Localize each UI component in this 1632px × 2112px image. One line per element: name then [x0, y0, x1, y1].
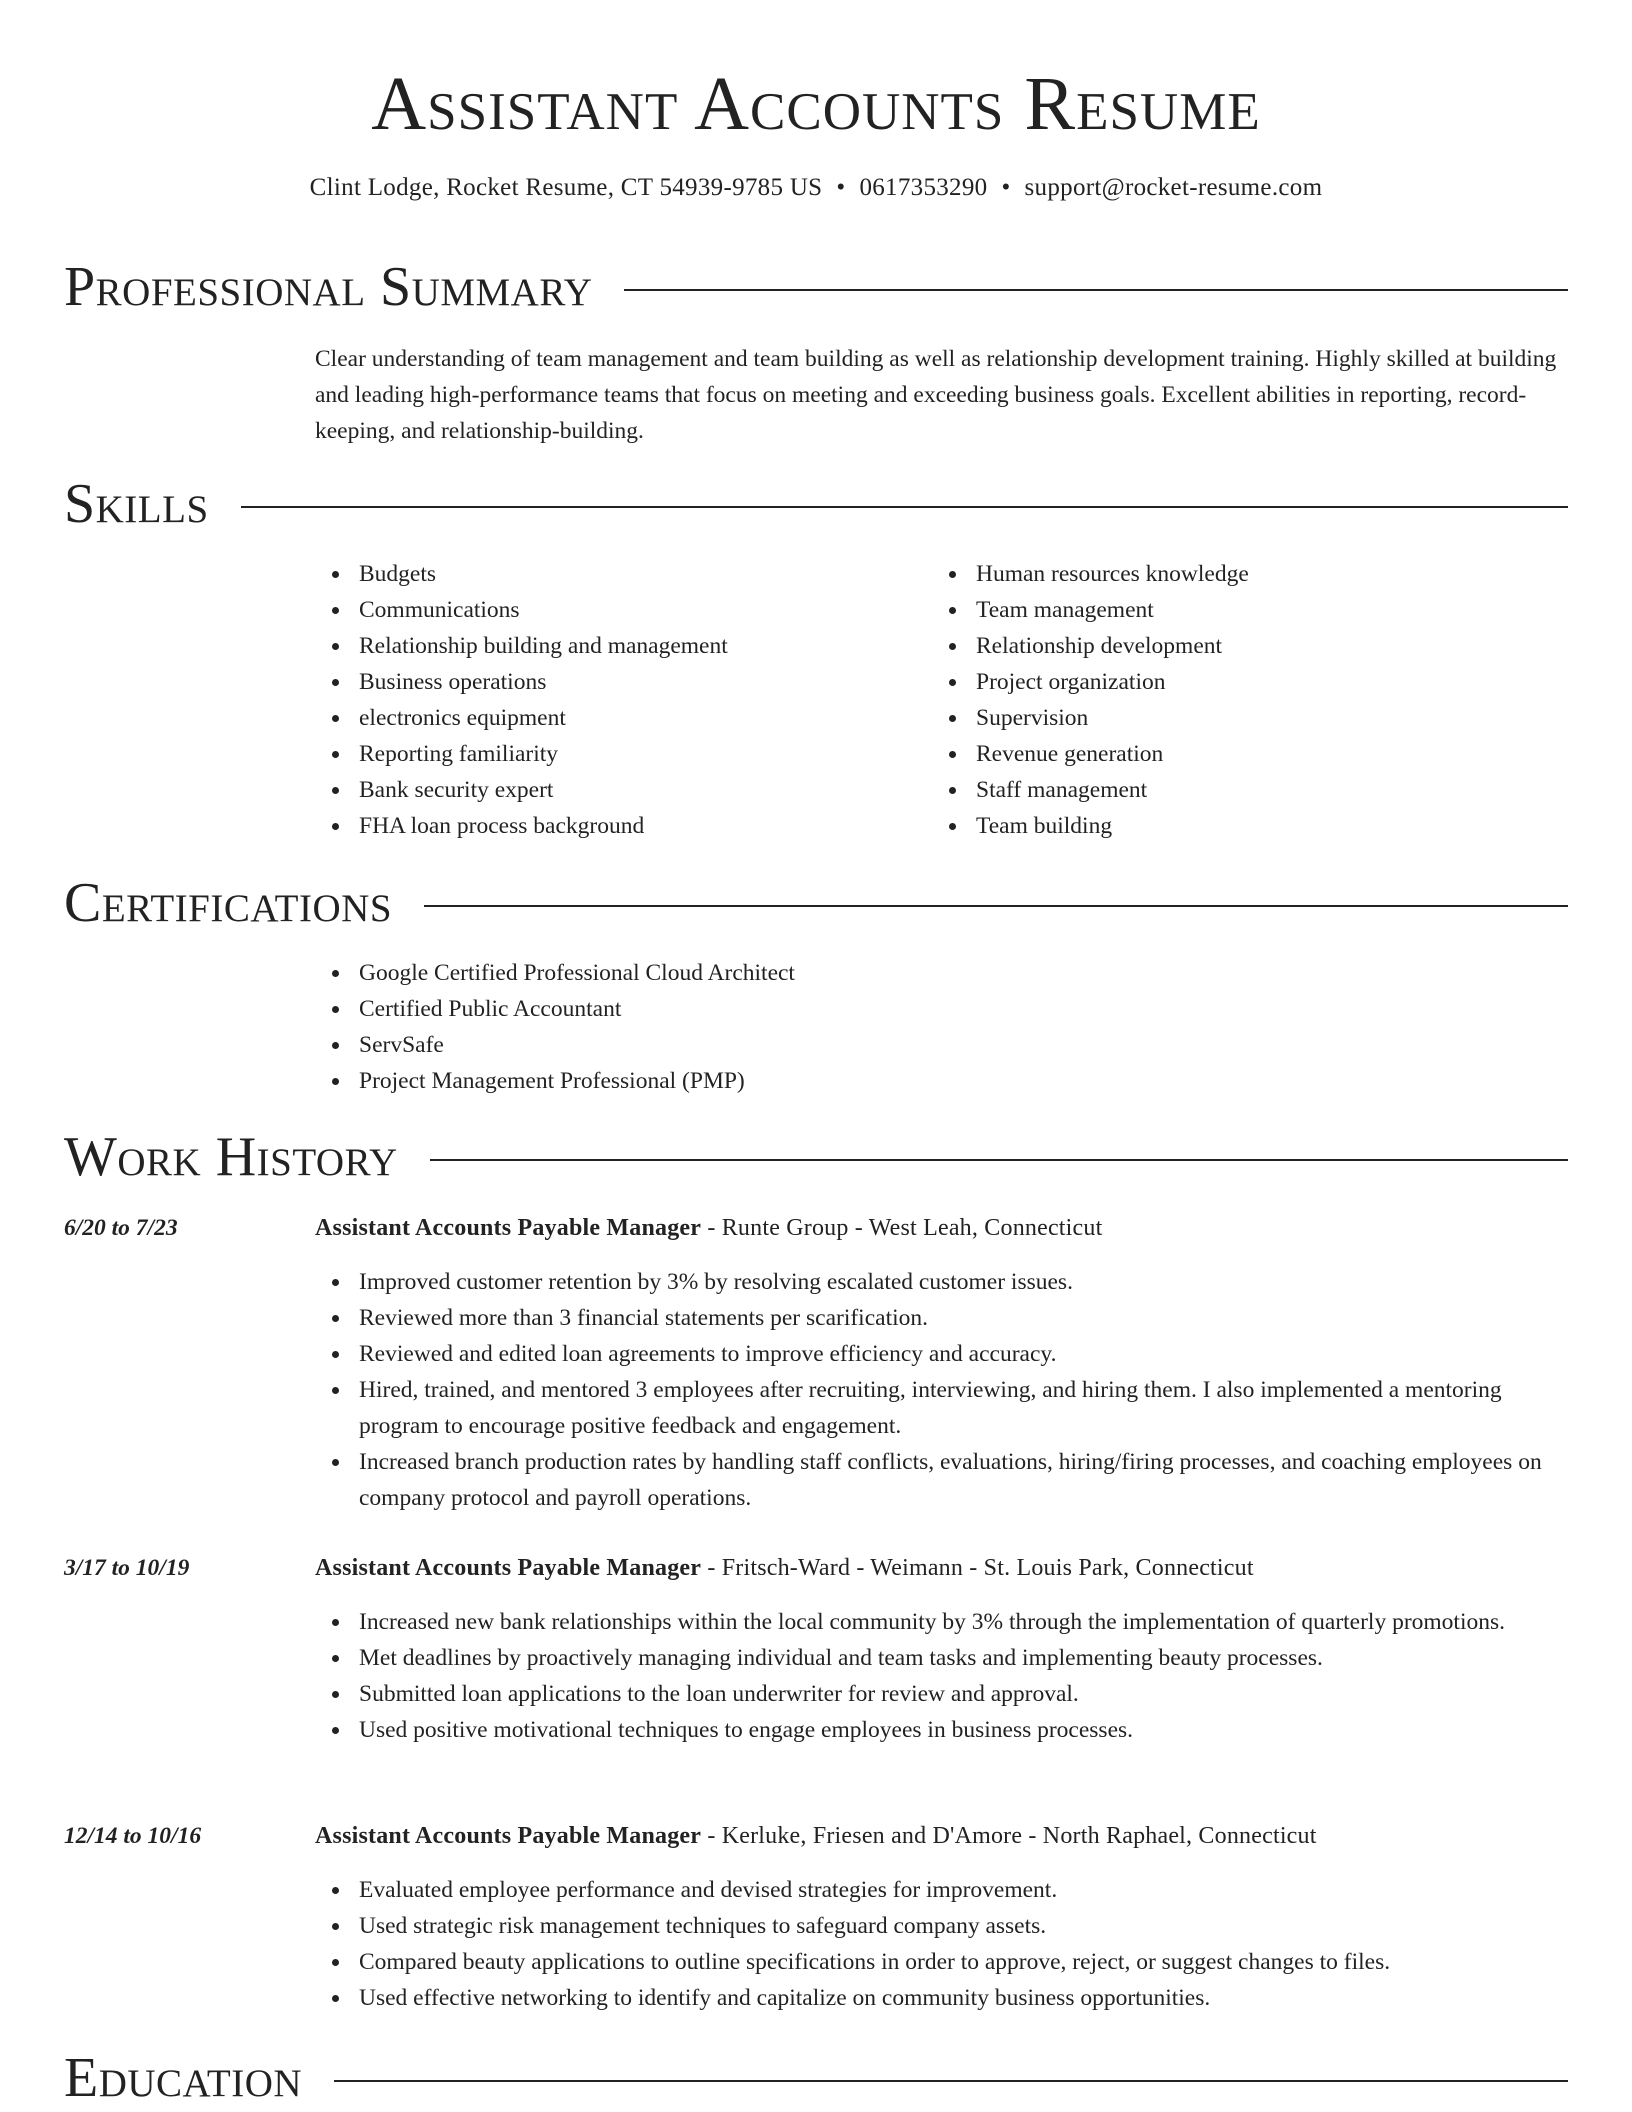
bullet-dot — [949, 787, 956, 794]
job-employer-location: - Runte Group - West Leah, Connecticut — [701, 1215, 1103, 1241]
bullet-dot — [332, 1727, 339, 1734]
bullet-dot — [332, 1619, 339, 1626]
skills-list-left — [315, 556, 932, 844]
contact-separator: • — [836, 174, 846, 201]
bullet-dot — [332, 1006, 339, 1013]
skill-item — [315, 700, 932, 736]
certification-item — [315, 955, 1568, 991]
skill-item — [315, 736, 932, 772]
skill-item — [315, 808, 932, 844]
skill-item — [932, 628, 1549, 664]
summary-heading: Professional Summary — [64, 256, 593, 318]
bullet-dot — [949, 643, 956, 650]
skill-item-text: Relationship building and management — [359, 633, 728, 659]
skill-item — [315, 556, 932, 592]
job-bullet — [315, 1444, 1568, 1516]
bullet-dot — [332, 643, 339, 650]
bullet-dot — [332, 751, 339, 758]
bullet-dot — [332, 787, 339, 794]
job-bullet — [315, 1300, 1568, 1336]
skill-item-text: Bank security expert — [359, 777, 554, 803]
skills-section — [64, 472, 1568, 844]
bullet-dot — [332, 1923, 339, 1930]
skill-item — [932, 592, 1549, 628]
job-bullet-text: Increased branch production rates by handling staff conflicts, evaluations, hiring/firing processes, and coaching employees on company protocol and payroll operations. — [359, 1449, 1542, 1511]
bullet-dot — [949, 823, 956, 830]
job-bullet-text: Hired, trained, and mentored 3 employees after recruiting, interviewing, and hiring them. I also implemented a mentoring program to encourage positive feedback and engagement. — [359, 1377, 1502, 1439]
skill-item-text: Relationship development — [976, 633, 1223, 659]
certification-item — [315, 1063, 1568, 1099]
job-bullet-text: Submitted loan applications to the loan underwriter for review and approval. — [359, 1681, 1079, 1707]
skill-item — [932, 772, 1549, 808]
job-bullets — [315, 1872, 1568, 2016]
job-bullet-text: Evaluated employee performance and devised strategies for improvement. — [359, 1877, 1058, 1903]
skill-item — [315, 592, 932, 628]
section-header — [64, 1125, 1568, 1189]
job-employer-location: - Fritsch-Ward - Weimann - St. Louis Park, Connecticut — [701, 1555, 1254, 1581]
certification-item-text: Google Certified Professional Cloud Architect — [359, 960, 795, 986]
skill-item-text: Staff management — [976, 777, 1148, 803]
bullet-dot — [332, 1351, 339, 1358]
bullet-dot — [332, 1387, 339, 1394]
skill-item-text: Team management — [976, 597, 1154, 623]
section-header — [64, 871, 1568, 935]
job-bullet-text: Used strategic risk management techniques to safeguard company assets. — [359, 1913, 1047, 1939]
job-heading — [315, 1818, 1568, 1854]
skills-heading: Skills — [64, 473, 209, 535]
bullet-dot — [332, 679, 339, 686]
bullet-dot — [949, 571, 956, 578]
job-bullet — [315, 1944, 1568, 1980]
section-header — [64, 255, 1568, 319]
certification-item-text: Certified Public Accountant — [359, 996, 622, 1022]
skill-item — [315, 628, 932, 664]
job-bullet — [315, 1604, 1568, 1640]
job-entry — [64, 1210, 1568, 1516]
bullet-dot — [332, 1459, 339, 1466]
job-heading — [315, 1550, 1568, 1586]
job-bullet-text: Reviewed and edited loan agreements to improve efficiency and accuracy. — [359, 1341, 1057, 1367]
bullet-dot — [332, 823, 339, 830]
job-bullet-text: Met deadlines by proactively managing individual and team tasks and implementing beauty processes. — [359, 1645, 1323, 1671]
job-title: Assistant Accounts Payable Manager — [315, 1215, 702, 1241]
skill-item-text: electronics equipment — [359, 705, 566, 731]
job-bullet — [315, 1640, 1568, 1676]
section-divider — [624, 289, 1568, 291]
contact-phone: 0617353290 — [859, 174, 988, 201]
bullet-dot — [949, 607, 956, 614]
bullet-dot — [332, 715, 339, 722]
skill-item-text: Communications — [359, 597, 520, 623]
job-heading — [315, 1210, 1568, 1246]
resume-title: Assistant Accounts Resume — [371, 62, 1261, 146]
skill-item-text: Human resources knowledge — [976, 561, 1249, 587]
bullet-dot — [332, 571, 339, 578]
job-bullet-text: Used effective networking to identify and capitalize on community business opportunities. — [359, 1985, 1211, 2011]
bullet-dot — [332, 1995, 339, 2002]
bullet-dot — [332, 1691, 339, 1698]
certification-item — [315, 1027, 1568, 1063]
skill-item — [932, 808, 1549, 844]
bullet-dot — [949, 715, 956, 722]
contact-line — [0, 172, 1632, 204]
job-dates: 6/20 to 7/23 — [64, 1215, 178, 1241]
job-bullet — [315, 1712, 1568, 1748]
summary-section — [64, 255, 1568, 449]
job-bullet — [315, 1264, 1568, 1300]
certification-item-text: ServSafe — [359, 1032, 444, 1058]
bullet-dot — [332, 607, 339, 614]
contact-email: support@rocket-resume.com — [1024, 174, 1323, 201]
job-bullet — [315, 1372, 1568, 1444]
job-bullet — [315, 1872, 1568, 1908]
contact-separator: • — [1001, 174, 1011, 201]
skill-item — [932, 700, 1549, 736]
section-divider — [241, 506, 1568, 508]
section-header — [64, 2046, 1568, 2110]
section-divider — [424, 905, 1568, 907]
work-history-section — [64, 1125, 1568, 2011]
job-bullets — [315, 1264, 1568, 1516]
education-heading: Education — [64, 2047, 303, 2109]
job-bullet-text: Improved customer retention by 3% by resolving escalated customer issues. — [359, 1269, 1073, 1295]
skill-item — [315, 664, 932, 700]
skill-item — [932, 664, 1549, 700]
bullet-dot — [332, 1959, 339, 1966]
job-bullet-text: Used positive motivational techniques to engage employees in business processes. — [359, 1717, 1134, 1743]
certification-item-text: Project Management Professional (PMP) — [359, 1068, 745, 1094]
job-bullet — [315, 1908, 1568, 1944]
job-entry — [64, 1550, 1568, 1748]
section-divider — [334, 2080, 1568, 2082]
section-divider — [430, 1159, 1568, 1161]
certifications-heading: Certifications — [64, 872, 393, 934]
skill-item-text: Supervision — [976, 705, 1089, 731]
education-section — [64, 2046, 1568, 2110]
bullet-dot — [949, 679, 956, 686]
job-dates: 12/14 to 10/16 — [64, 1823, 202, 1849]
section-header — [64, 472, 1568, 536]
job-title: Assistant Accounts Payable Manager — [315, 1823, 702, 1849]
bullet-dot — [332, 970, 339, 977]
bullet-dot — [332, 1042, 339, 1049]
skills-list-right — [932, 556, 1549, 844]
summary-text: Clear understanding of team management and team building as well as relationship development training. Highly skilled at building and leading high-performance teams that focus on meeting and exceeding business goals. Excellent abilities in reporting, record-keeping, and relationship-building. — [315, 346, 1557, 444]
certification-item — [315, 991, 1568, 1027]
skill-item-text: Budgets — [359, 561, 437, 587]
skill-item — [932, 736, 1549, 772]
bullet-dot — [332, 1655, 339, 1662]
certifications-section — [64, 871, 1568, 1099]
skill-item-text: Reporting familiarity — [359, 741, 559, 767]
skill-item-text: Revenue generation — [976, 741, 1164, 767]
job-title: Assistant Accounts Payable Manager — [315, 1555, 702, 1581]
job-bullet-text: Compared beauty applications to outline specifications in order to approve, reject, or suggest changes to files. — [359, 1949, 1391, 1975]
skill-item-text: Business operations — [359, 669, 547, 695]
bullet-dot — [332, 1315, 339, 1322]
job-dates: 3/17 to 10/19 — [64, 1555, 190, 1581]
job-bullet-text: Reviewed more than 3 financial statements per scarification. — [359, 1305, 929, 1331]
contact-address: Clint Lodge, Rocket Resume, CT 54939-9785 US — [309, 174, 823, 201]
bullet-dot — [332, 1078, 339, 1085]
skill-item-text: FHA loan process background — [359, 813, 645, 839]
job-bullet — [315, 1980, 1568, 2016]
work-history-heading: Work History — [64, 1126, 398, 1188]
job-bullet-text: Increased new bank relationships within the local community by 3% through the implementation of quarterly promotions. — [359, 1609, 1506, 1635]
certifications-list — [315, 955, 1568, 1099]
job-employer-location: - Kerluke, Friesen and D'Amore - North Raphael, Connecticut — [701, 1823, 1317, 1849]
bullet-dot — [949, 751, 956, 758]
bullet-dot — [332, 1279, 339, 1286]
job-bullet — [315, 1336, 1568, 1372]
skill-item — [315, 772, 932, 808]
skill-item-text: Team building — [976, 813, 1113, 839]
skill-item-text: Project organization — [976, 669, 1166, 695]
job-entry — [64, 1818, 1568, 2016]
bullet-dot — [332, 1887, 339, 1894]
job-bullets — [315, 1604, 1568, 1748]
skill-item — [932, 556, 1549, 592]
job-bullet — [315, 1676, 1568, 1712]
